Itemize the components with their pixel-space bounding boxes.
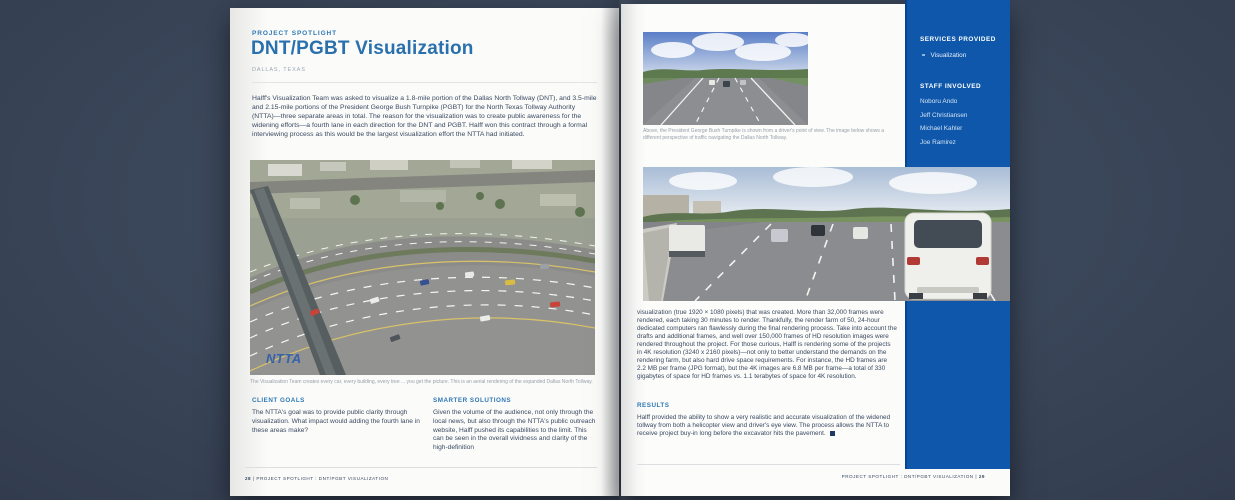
smarter-solutions-heading: SMARTER SOLUTIONS	[433, 397, 512, 404]
ntta-logo-watermark: NTTA	[266, 351, 302, 366]
footer-separator: |	[975, 474, 978, 479]
footer-separator: |	[252, 476, 255, 481]
right-footer-label: PROJECT SPOTLIGHT : DNT/PGBT VISUALIZATION	[841, 474, 974, 479]
sidebar-content	[907, 0, 1010, 146]
page-title: DNT/PGBT Visualization	[251, 38, 474, 59]
end-mark-icon	[830, 431, 835, 436]
left-page-number: 28	[245, 476, 252, 481]
drivers-view-illustration	[643, 32, 808, 125]
smarter-solutions-section	[433, 397, 597, 453]
client-goals-heading: CLIENT GOALS	[252, 397, 305, 404]
eyebrow-label: PROJECT SPOTLIGHT	[252, 30, 338, 37]
bullet-icon	[922, 54, 925, 57]
right-page-footer	[842, 474, 985, 479]
technical-body-paragraph: visualization (true 1920 × 1080 pixels) that was created. More than 32,000 frames were rendered, each taking 30 minutes to render. Thankfully, the render farm of 50, 24-hour dedicated computers ran flawlessly during the final rendering process. Take into account the drafts and additional frames, and well over 150,000 frames of HD resolution images were rendered throughout the project. For those curious, Halff is rendering some of the projects in 4K resolution (3240 x 2160 pixels)—not only to better understand the demands on the rendering farm, but also hard drive space requirements. For instance, the HD frames are 2.2 MB per frame (JPG format), but the 4K images are 6.8 MB per frame—a total of 330 gigabytes of space for HD frames vs. 1.1 terabytes of space for 4K resolution.	[637, 309, 897, 380]
client-goals-section	[252, 397, 424, 435]
smarter-solutions-body: Given the volume of the audience, not only through the local news, but also through the NTTA's public outreach website, Halff pushed its capabilities to the limit. This can be seen in the overall vividness and clarity of the high-definition	[433, 409, 596, 452]
results-text: Halff provided the ability to show a very realistic and accurate visualization of the widened tollway from both a helicopter view and driver's eye view. The process allows the NTTA to receive project buy-in long before the excavator hits the pavement.	[637, 414, 891, 437]
aerial-rendering-photo	[250, 160, 595, 375]
results-body	[637, 414, 897, 438]
staff-name: Noboru Ando	[920, 98, 958, 105]
tollway-traffic-illustration	[643, 167, 1010, 301]
left-footer-divider	[245, 467, 597, 468]
tollway-traffic-photo	[643, 167, 1010, 301]
drivers-view-photo	[643, 32, 808, 125]
staff-name: Joe Ramirez	[920, 138, 956, 146]
drivers-view-caption: Above, the President George Bush Turnpike is shown from a driver's point of view. The image below shows a different perspective of traffic navigating the Dallas North Tollway.	[643, 128, 884, 141]
service-item-label: Visualization	[930, 52, 967, 59]
left-footer-label: PROJECT SPOTLIGHT : DNT/PGBT VISUALIZATION	[256, 476, 389, 481]
right-page	[621, 4, 1010, 496]
left-page-footer	[245, 476, 388, 481]
right-footer-divider	[637, 464, 900, 465]
staff-list	[920, 99, 1002, 146]
aerial-photo-illustration	[250, 160, 595, 375]
location-label: DALLAS, TEXAS	[252, 67, 306, 73]
staff-name: Jeff Christiansen	[920, 111, 968, 119]
intro-paragraph: Halff's Visualization Team was asked to visualize a 1.8-mile portion of the Dallas North Tollway (DNT), and 3.5-mile and 2.15-mile portions of the President George Bush Turnpike (PGBT) for the North Texas Tollway Authority (NTTA)—three separate areas in total. The reason for the visualization was to create public awareness for the widening efforts—a fourth lane in each direction for the DNT and PGBT. Halff won this contract through a formal interviewing process as this would be the largest visualization effort the NTTA had initiated.	[252, 95, 597, 138]
staff-name: Michael Kahler	[920, 125, 963, 132]
left-page	[230, 8, 619, 496]
client-goals-body: The NTTA's goal was to provide public clarity through visualization. What impact would adding the fourth lane in these areas make?	[252, 409, 420, 434]
service-item	[920, 52, 1002, 59]
title-divider	[252, 82, 597, 83]
services-provided-heading: SERVICES PROVIDED	[920, 36, 996, 43]
aerial-photo-caption: The Visualization Team creates every car, every building, every tree ... you get the picture. This is an aerial rendering of the expanded Dallas North Tollway.	[250, 379, 593, 385]
results-heading: RESULTS	[637, 402, 670, 409]
right-page-number: 29	[978, 474, 985, 479]
staff-involved-heading: STAFF INVOLVED	[920, 83, 982, 90]
